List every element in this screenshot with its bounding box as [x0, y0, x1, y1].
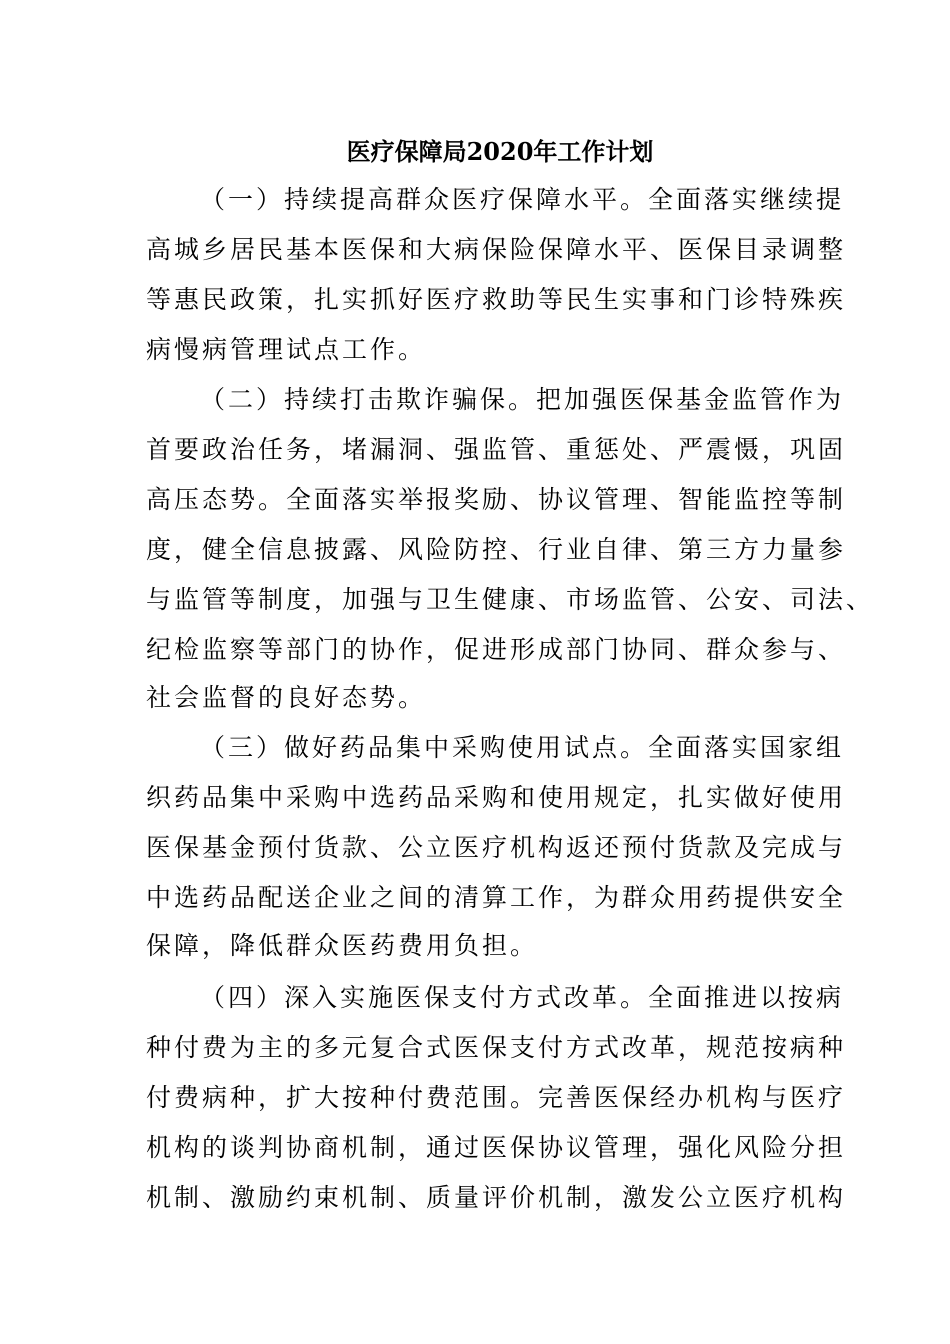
- paragraph-3-line-5: 保障，降低群众医药费用负担。: [146, 931, 539, 960]
- paragraph-2-line-3: 高压态势。全面落实举报奖励、协议管理、智能监控等制: [146, 485, 847, 514]
- paragraph-2-line-2: 首要政治任务，堵漏洞、强监管、重惩处、严震慑，巩固: [146, 435, 847, 464]
- paragraph-1-line-3: 等惠民政策，扎实抓好医疗救助等民生实事和门诊特殊疾: [146, 285, 847, 314]
- paragraph-1-line-4: 病慢病管理试点工作。: [146, 335, 427, 364]
- paragraph-4-line-3: 付费病种，扩大按种付费范围。完善医保经办机构与医疗: [146, 1083, 847, 1112]
- paragraph-4-line-2: 种付费为主的多元复合式医保支付方式改革，规范按病种: [146, 1033, 847, 1062]
- paragraph-2-line-6: 纪检监察等部门的协作，促进形成部门协同、群众参与、: [146, 635, 847, 664]
- paragraph-4-line-1: （四）深入实施医保支付方式改革。全面推进以按病: [200, 983, 845, 1012]
- paragraph-2-line-7: 社会监督的良好态势。: [146, 683, 427, 712]
- paragraph-3-line-2: 织药品集中采购中选药品采购和使用规定，扎实做好使用: [146, 783, 847, 812]
- paragraph-1-line-1: （一）持续提高群众医疗保障水平。全面落实继续提: [200, 185, 845, 214]
- paragraph-3-line-3: 医保基金预付货款、公立医疗机构返还预付货款及完成与: [146, 833, 847, 862]
- paragraph-3-line-1: （三）做好药品集中采购使用试点。全面落实国家组: [200, 733, 845, 762]
- paragraph-4-line-5: 机制、激励约束机制、质量评价机制，激发公立医疗机构: [146, 1183, 847, 1212]
- paragraph-2-line-5: 与监管等制度，加强与卫生健康、市场监管、公安、司法、: [146, 585, 875, 614]
- paragraph-2-line-1: （二）持续打击欺诈骗保。把加强医保基金监管作为: [200, 385, 845, 414]
- paragraph-1-line-2: 高城乡居民基本医保和大病保险保障水平、医保目录调整: [146, 235, 847, 264]
- paragraph-4-line-4: 机构的谈判协商机制，通过医保协议管理，强化风险分担: [146, 1133, 847, 1162]
- document-title: 医疗保障局2020年工作计划: [346, 137, 654, 166]
- paragraph-2-line-4: 度，健全信息披露、风险防控、行业自律、第三方力量参: [146, 535, 847, 564]
- paragraph-3-line-4: 中选药品配送企业之间的清算工作，为群众用药提供安全: [146, 883, 847, 912]
